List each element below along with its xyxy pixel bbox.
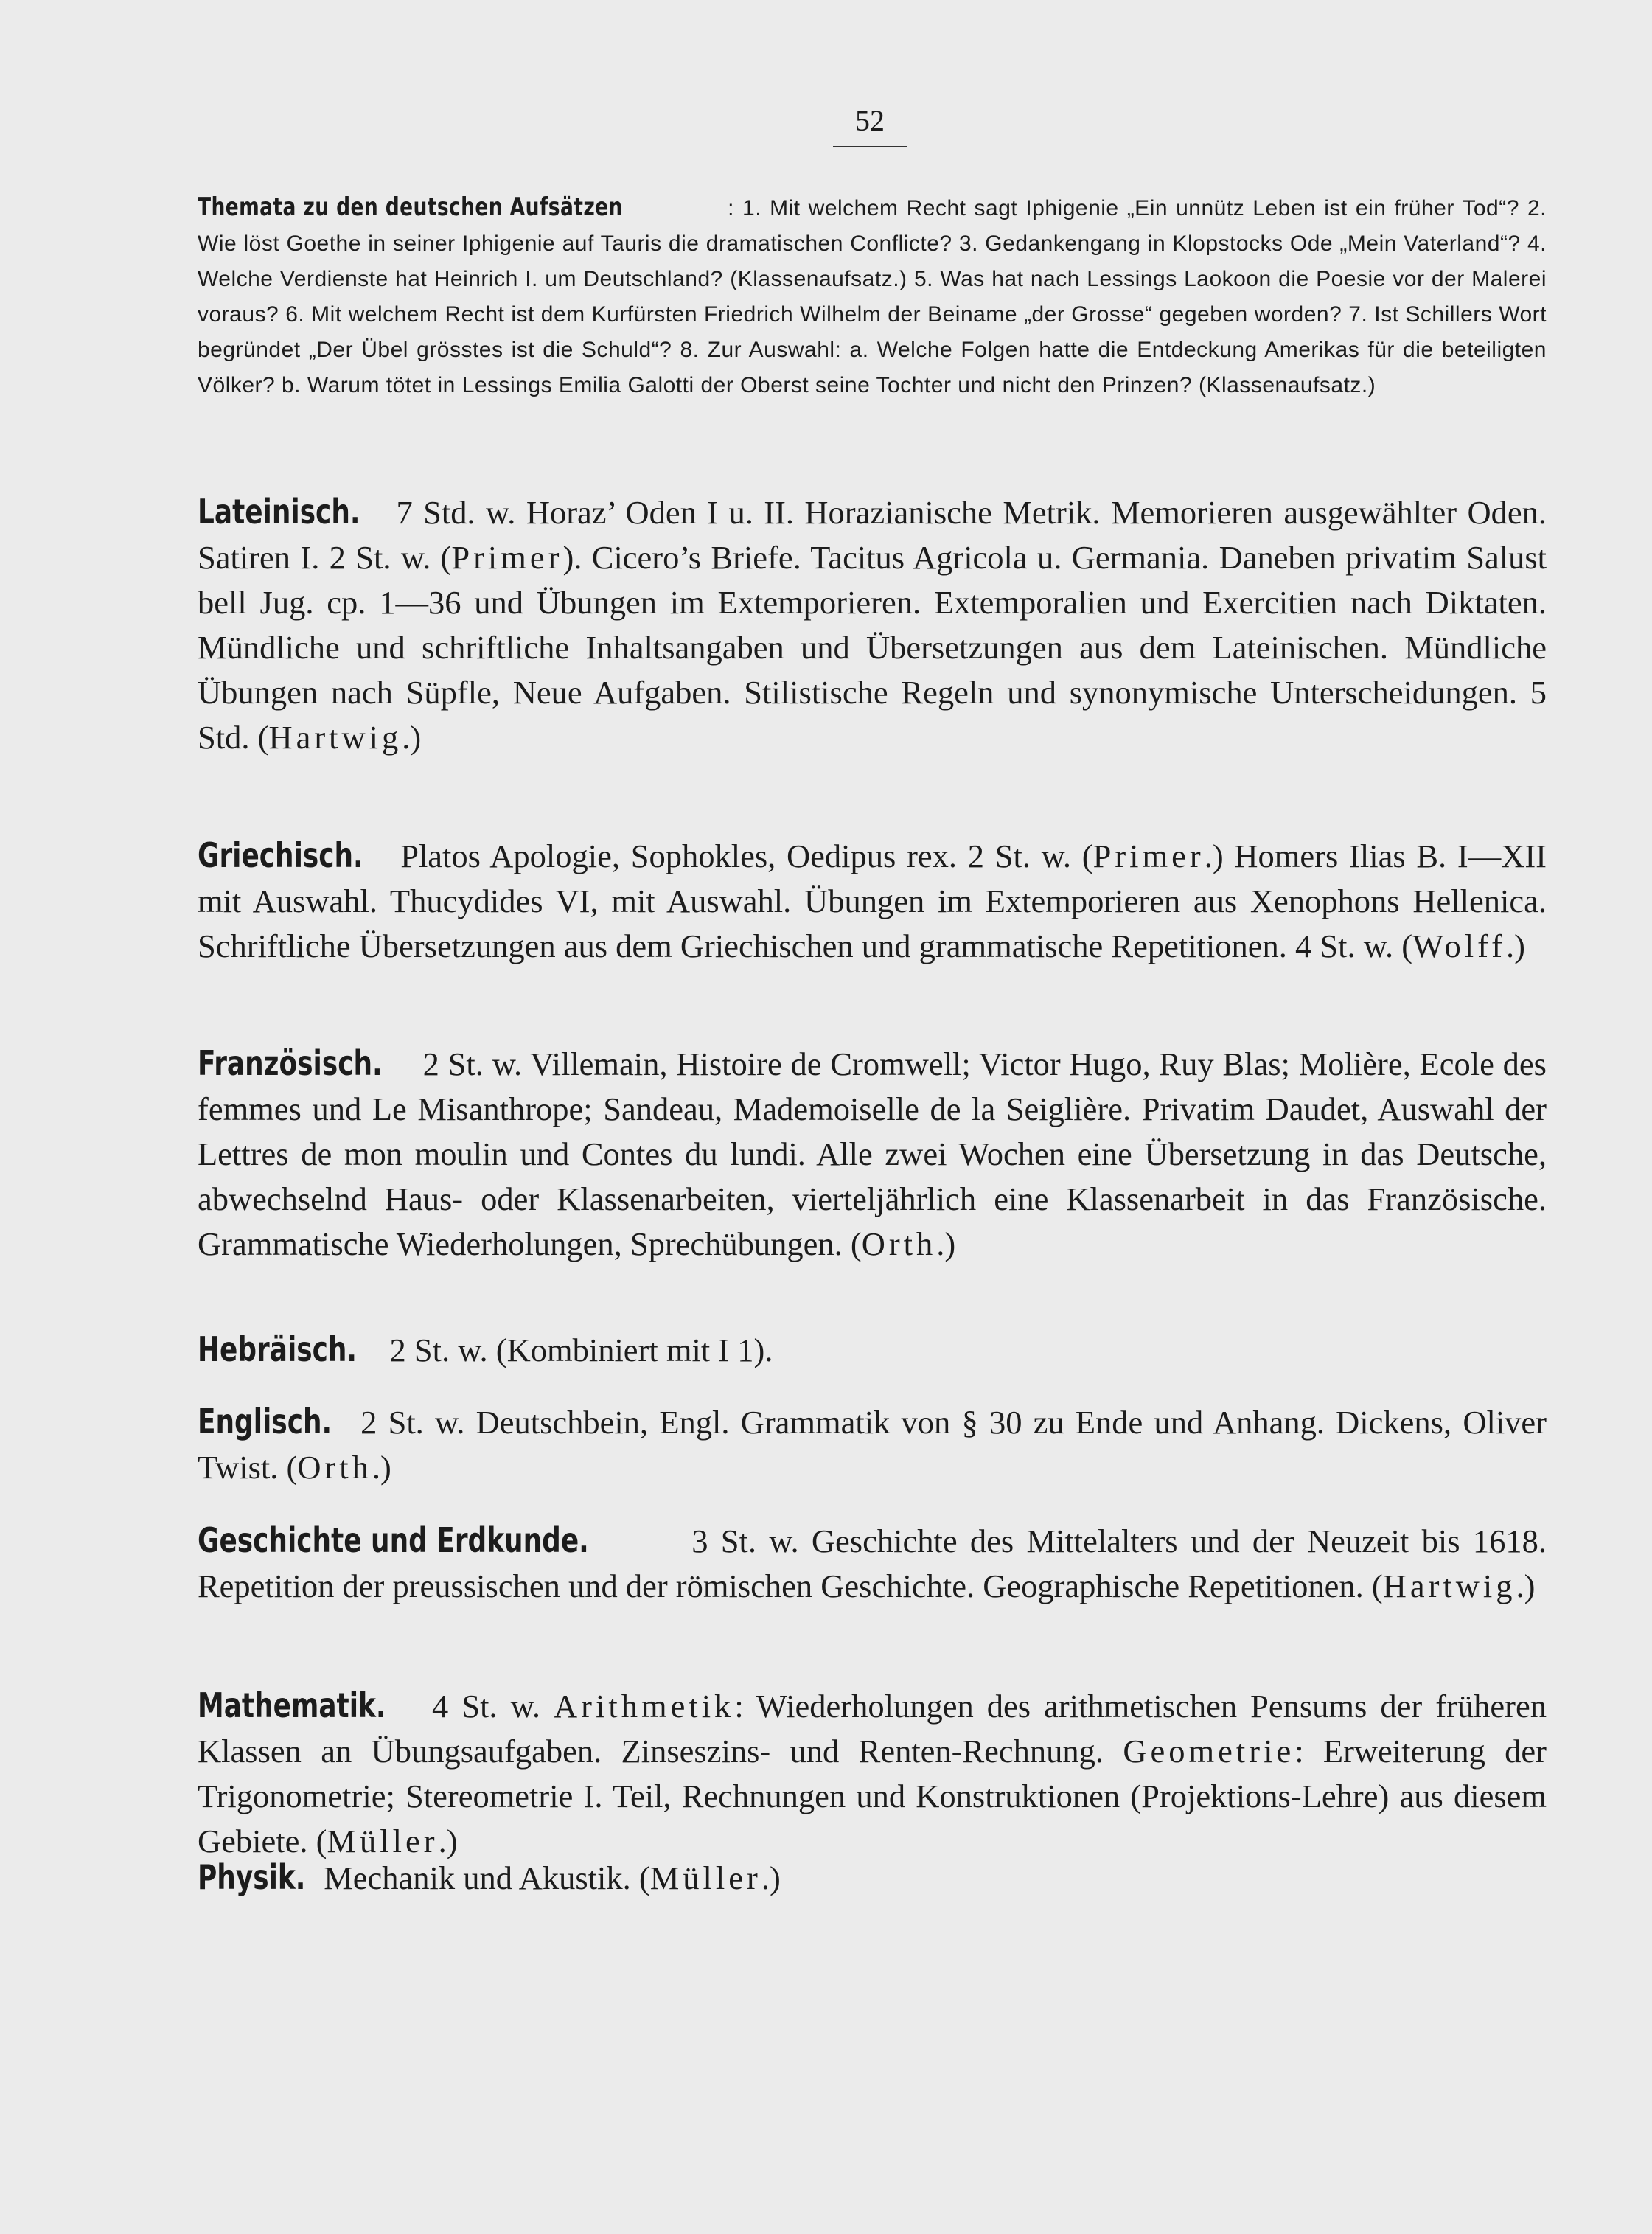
section-geschichte — [198, 1518, 1547, 1609]
teacher-name: Müller — [327, 1823, 439, 1859]
section-text: 3 St. w. Geschichte des Mittelalters und der Neuzeit bis 1618. Repetition der preussischen und der römischen Geschichte. Geographische Repetitionen. ( — [198, 1523, 1547, 1604]
section-text: .) — [761, 1859, 781, 1896]
term-arithmetik: Arithmetik — [554, 1688, 735, 1725]
teacher-name: Hartwig — [1382, 1567, 1516, 1604]
teacher-name: Hartwig — [268, 719, 402, 756]
section-lateinisch — [198, 490, 1547, 760]
section-text: .) — [402, 719, 422, 756]
themata-text: : 1. Mit welchem Recht sagt Iphigenie „Ein unnütz Leben ist ein früher Tod“? 2. Wie löst Goethe in seiner Iphigenie auf Tauris die dramatischen Conflicte? 3. Gedankengang in Klopstocks Ode „Mein Vaterland“? 4. Welche Verdienste hat Heinrich I. um Deutschland? (Klassenaufsatz.) 5. Was hat nach Lessings Laokoon die Poesie vor der Malerei voraus? 6. Mit welchem Recht ist dem Kurfürsten Friedrich Wilhelm der Beiname „der Grosse“ gegeben worden? 7. Ist Schillers Wort begründet „Der Übel grösstes ist die Schuld“? 8. Zur Auswahl: a. Welche Folgen hatte die Entdeckung Amerikas für die beteiligten Völker? b. Warum tötet in Lessings Emilia Galotti der Oberst seine Tochter und nicht den Prinzen? (Klassenaufsatz.) — [198, 196, 1547, 397]
section-physik — [198, 1855, 1547, 1901]
section-mathematik — [198, 1683, 1547, 1864]
section-text: : Wiederholungen des arithmetischen Pensums der früheren Klassen an Übungsaufgaben. Zinseszins- und Renten-Rechnung. — [198, 1688, 1547, 1770]
section-text: 4 St. w. — [418, 1688, 554, 1725]
section-text: 2 St. w. Villemain, Histoire de Cromwell; Victor Hugo, Ruy Blas; Molière, Ecole des femmes und Le Misanthrope; Sandeau, Mademoiselle de la Seiglière. Privatim Daudet, Auswahl der Lettres de mon moulin und Contes du lundi. Alle zwei Wochen eine Übersetzung in das Deutsche, abwechselnd Haus- oder Klassenarbeiten, vierteljährlich eine Klassenarbeit in das Französische. Grammatische Wiederholungen, Sprechübungen. ( — [198, 1045, 1547, 1262]
section-heading: Hebräisch. — [198, 1329, 358, 1369]
section-text: ). Cicero’s Briefe. Tacitus Agricola u. Germania. Daneben privatim Salust bell Jug. cp. 1—36 und Übungen im Extemporieren. Extemporalien und Exercitien nach Diktaten. Mündliche und schriftliche Inhaltsangaben und Übersetzungen aus dem Lateinischen. Mündliche Übungen nach Süpfle, Neue Aufgaben. Stilistische Regeln und synonymische Unterscheidungen. 5 Std. ( — [198, 539, 1547, 756]
section-text: .) — [372, 1449, 391, 1486]
page-number: 52 — [855, 104, 885, 137]
section-text: .) — [438, 1823, 458, 1859]
section-heading: Mathematik. — [198, 1685, 386, 1725]
section-heading: Griechisch. — [198, 835, 363, 875]
section-heading: Physik. — [198, 1857, 306, 1897]
section-heading: Lateinisch. — [198, 492, 360, 532]
section-text: .) — [936, 1225, 956, 1262]
teacher-name: Orth — [861, 1225, 937, 1262]
themata-heading: Themata zu den deutschen Aufsätzen — [198, 192, 623, 222]
section-text: .) Homers Ilias B. I—XII mit Auswahl. Thucydides VI, mit Auswahl. Übungen im Extemporieren aus Xenophons Hellenica. Schriftliche Übersetzungen aus dem Griechischen und grammatische Repetitionen. 4 St. w. ( — [198, 838, 1547, 964]
section-text: : Erweiterung der Trigonometrie; Stereometrie I. Teil, Rechnungen und Konstruktionen (Projektions-Lehre) aus diesem Gebiete. ( — [198, 1733, 1547, 1859]
section-englisch — [198, 1399, 1547, 1490]
section-text: Mechanik und Akustik. ( — [316, 1859, 650, 1896]
term-geometrie: Geometrie — [1123, 1733, 1295, 1770]
section-franzoesisch — [198, 1041, 1547, 1267]
teacher-name: Orth — [297, 1449, 372, 1486]
themata-paragraph — [198, 189, 1547, 403]
teacher-name: Wolff — [1412, 928, 1506, 964]
section-text: .) — [1505, 928, 1525, 964]
teacher-name: Primer — [1092, 838, 1205, 874]
teacher-name: Müller — [649, 1859, 761, 1896]
section-heading: Geschichte und Erdkunde. — [198, 1520, 589, 1560]
section-griechisch — [198, 833, 1547, 969]
section-text: 2 St. w. Deutschbein, Engl. Grammatik von § 30 zu Ende und Anhang. Dickens, Oliver Twist. ( — [198, 1404, 1547, 1486]
section-heading: Englisch. — [198, 1402, 332, 1441]
page-number-rule — [833, 146, 907, 147]
section-text: .) — [1516, 1567, 1536, 1604]
section-text: 2 St. w. (Kombiniert mit I 1). — [381, 1332, 773, 1368]
teacher-name: Primer — [451, 539, 563, 576]
section-text: 7 Std. w. Horaz’ Oden I u. II. Horazianische Metrik. Memorieren ausgewählter Oden. Satiren I. 2 St. w. ( — [198, 494, 1547, 576]
section-text: Platos Apologie, Sophokles, Oedipus rex. 2 St. w. ( — [389, 838, 1093, 874]
section-heading: Französisch. — [198, 1043, 383, 1083]
section-hebraeisch — [198, 1327, 1547, 1373]
